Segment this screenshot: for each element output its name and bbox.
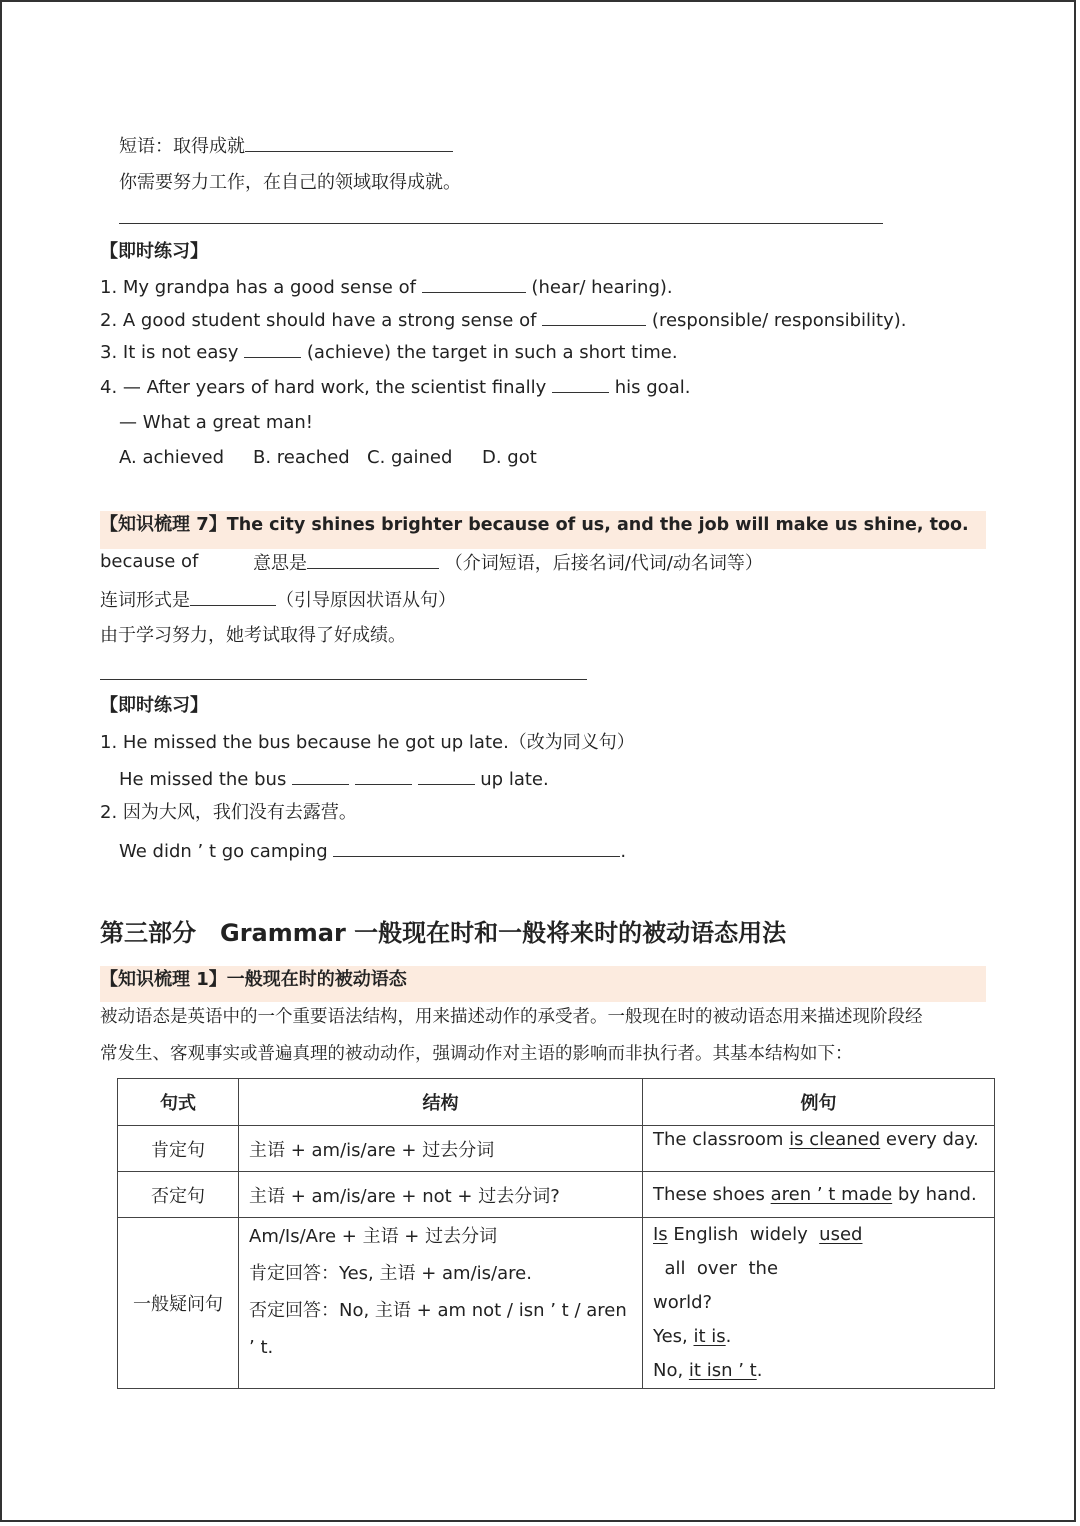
example-cn: 由于学习努力，她考试取得了好成绩。 [100, 625, 406, 646]
ex-text: every day. [880, 1129, 979, 1150]
answer-line[interactable] [100, 679, 587, 680]
q4-blank[interactable] [552, 374, 609, 393]
practice-heading: 【即时练习】 [100, 241, 208, 262]
example-cell [643, 1172, 995, 1218]
q4-text-end: his goal. [614, 377, 691, 398]
ex-text: No, [653, 1360, 689, 1381]
q4-option-b[interactable]: B. reached [253, 447, 350, 468]
q4-option-d[interactable]: D. got [482, 447, 537, 468]
sentence-cn: 你需要努力工作，在自己的领域取得成就。 [119, 172, 461, 193]
header-cell: 例句 [643, 1079, 995, 1126]
meaning-note: （介词短语，后接名词/代词/动名词等） [444, 553, 763, 574]
example-cell [643, 1126, 995, 1172]
practice-q2 [100, 307, 906, 333]
ex-underline: aren ’ t made [770, 1184, 893, 1205]
q1-fill-end: up late. [480, 769, 549, 790]
ex-text: Yes, [653, 1326, 694, 1347]
knowledge7-heading [100, 513, 969, 537]
q3-text: 3. It is not easy [100, 342, 239, 363]
q1-fill-text: He missed the bus [119, 769, 287, 790]
table-header-row [118, 1079, 995, 1126]
example-line [653, 1320, 984, 1354]
phrase-line [119, 133, 453, 159]
knowledge1-heading: 【知识梳理 1】一般现在时的被动语态 [100, 969, 407, 990]
example-cell [643, 1218, 995, 1389]
practice2-q2-fill [119, 838, 626, 864]
q3-hint: (achieve) the target in such a short time. [306, 342, 678, 363]
q4-number: 4. [100, 377, 118, 398]
ex-text: The classroom [653, 1129, 790, 1150]
q4-dash: — [122, 377, 141, 398]
conj-label: 连词形式是 [100, 590, 190, 611]
type-cell: 否定句 [118, 1172, 239, 1218]
ex-text: . [725, 1326, 732, 1347]
ex-text: by hand. [892, 1184, 977, 1205]
structure-line: 否定回答：No, 主语 + am not / isn ’ t / aren [249, 1300, 627, 1321]
type-cell: 一般疑问句 [118, 1218, 239, 1389]
ex-text: These shoes [653, 1184, 771, 1205]
ex-underline: is cleaned [789, 1129, 881, 1150]
reply-dash: — [119, 412, 137, 433]
q1-hint: (hear/ hearing). [531, 277, 673, 298]
table-row [118, 1126, 995, 1172]
answer-line[interactable] [119, 223, 883, 224]
answer-blank[interactable] [245, 133, 453, 152]
type-cell: 肯定句 [118, 1126, 239, 1172]
ex-underline: it is [693, 1326, 726, 1347]
ex-underline: it isn ’ t [688, 1360, 757, 1381]
q4-text: After years of hard work, the scientist finally [146, 377, 547, 398]
structure-cell [239, 1218, 643, 1389]
because-of-term: because of [100, 551, 199, 572]
reply-text: What a great man! [142, 412, 314, 433]
structure-line: ’ t. [249, 1337, 274, 1358]
fill-blank[interactable] [355, 766, 412, 785]
ex-underline: Is [653, 1224, 668, 1245]
q4-option-c[interactable]: C. gained [367, 447, 453, 468]
table-row [118, 1172, 995, 1218]
conj-line [100, 587, 456, 613]
practice-q3 [100, 339, 678, 365]
practice2-q2: 2. 因为大风，我们没有去露营。 [100, 802, 357, 823]
header-cell: 结构 [239, 1079, 643, 1126]
intro-line-1: 被动语态是英语中的一个重要语法结构，用来描述动作的承受者。一般现在时的被动语态用来描述现阶段经 [100, 1007, 923, 1027]
example-line [653, 1354, 984, 1388]
q2-text: 2. A good student should have a strong sense of [100, 310, 537, 331]
meaning-blank[interactable] [307, 550, 439, 569]
practice-heading: 【即时练习】 [100, 695, 208, 716]
fill-blank[interactable] [418, 766, 475, 785]
grammar-table [117, 1078, 995, 1389]
example-line: world? [653, 1292, 713, 1313]
intro-line-2: 常发生、客观事实或普遍真理的被动动作，强调动作对主语的影响而非执行者。其基本结构如下： [100, 1044, 853, 1064]
ex-text: all over the [653, 1258, 779, 1279]
structure-line: 肯定回答：Yes, 主语 + am/is/are. [249, 1263, 532, 1284]
table-row [118, 1218, 995, 1389]
structure-cell: 主语 + am/is/are + 过去分词 [239, 1126, 643, 1172]
q4-reply [119, 411, 313, 435]
phrase-label: 短语：取得成就 [119, 136, 245, 157]
meaning-line [253, 550, 763, 576]
knowledge-tag: 【知识梳理 7】 [100, 514, 227, 535]
q1-blank[interactable] [422, 274, 526, 293]
q3-blank[interactable] [244, 339, 301, 358]
q2-hint: (responsible/ responsibility). [651, 310, 907, 331]
structure-cell: 主语 + am/is/are + not + 过去分词? [239, 1172, 643, 1218]
q1-text: 1. My grandpa has a good sense of [100, 277, 416, 298]
practice-q4 [100, 374, 690, 400]
part3-title: 第三部分 Grammar 一般现在时和一般将来时的被动语态用法 [100, 919, 787, 947]
ex-underline: used [819, 1224, 863, 1245]
practice2-q1-fill [119, 766, 549, 792]
fill-blank[interactable] [333, 838, 620, 857]
structure-line: Am/Is/Are + 主语 + 过去分词 [249, 1226, 498, 1247]
q2-fill-text: We didn ’ t go camping [119, 841, 328, 862]
conj-note: （引导原因状语从句） [276, 590, 456, 611]
meaning-label: 意思是 [253, 553, 307, 574]
fill-blank[interactable] [292, 766, 349, 785]
q4-option-a[interactable]: A. achieved [119, 447, 225, 468]
practice2-q1: 1. He missed the bus because he got up late.（改为同义句） [100, 732, 635, 753]
q2-fill-end: . [620, 841, 627, 862]
q2-blank[interactable] [542, 307, 646, 326]
conj-blank[interactable] [190, 587, 276, 606]
ex-text: . [756, 1360, 763, 1381]
ex-text: English widely [667, 1224, 820, 1245]
example-line [653, 1218, 984, 1286]
knowledge-sentence: The city shines brighter because of us, and the job will make us shine, too. [226, 515, 969, 535]
header-cell: 句式 [118, 1079, 239, 1126]
practice-q1 [100, 274, 673, 300]
